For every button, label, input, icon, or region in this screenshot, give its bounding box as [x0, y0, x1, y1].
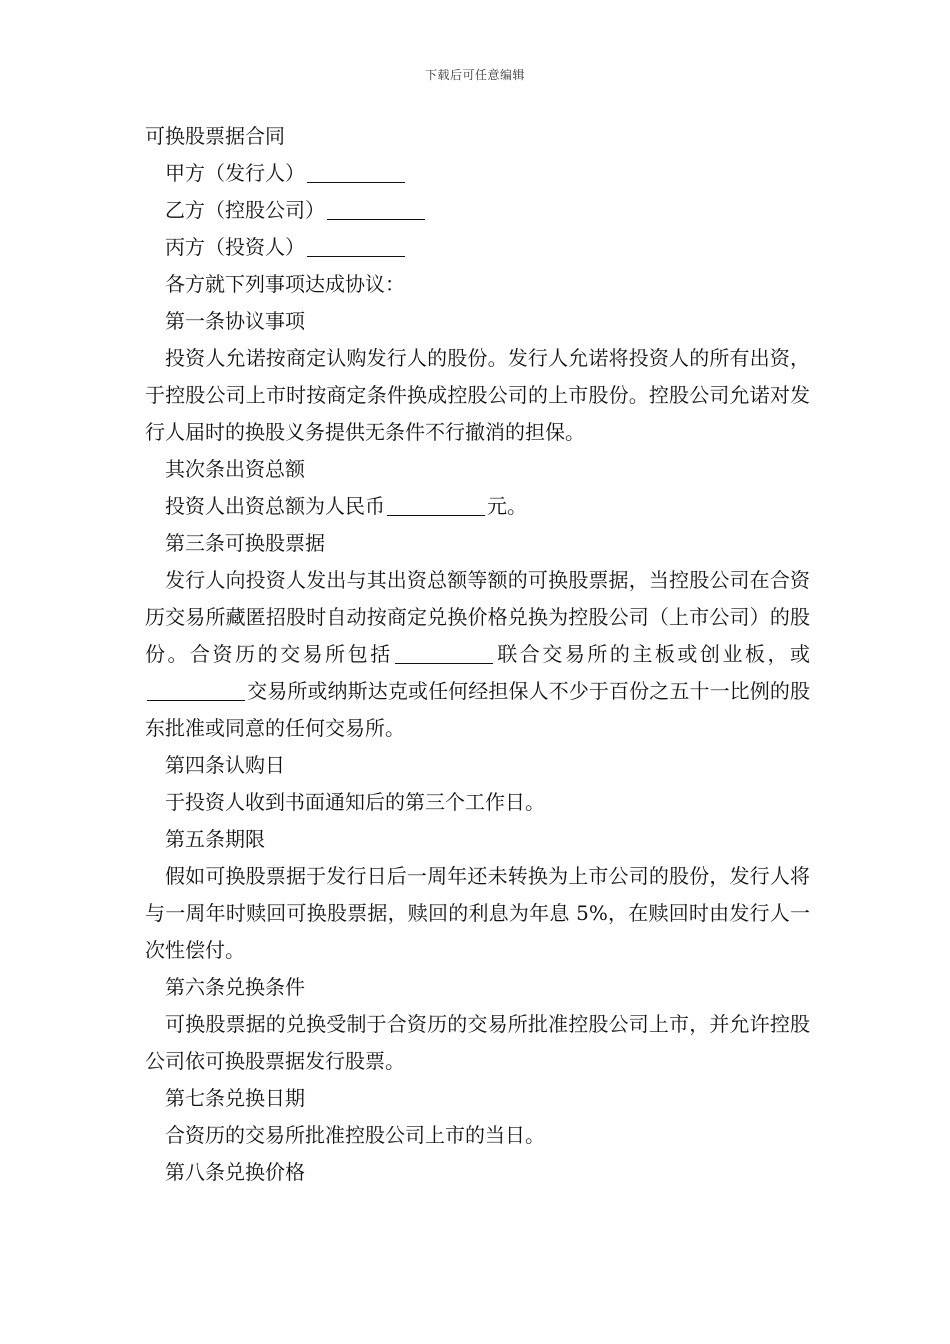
article-6-title: 第六条兑换条件	[165, 975, 305, 999]
intro-text: 各方就下列事项达成协议：	[165, 272, 405, 296]
amount-blank	[387, 493, 485, 516]
party-a-blank	[307, 160, 405, 183]
article-3-body	[145, 562, 810, 747]
article-8-title: 第八条兑换价格	[165, 1160, 305, 1184]
exchange-blank-2	[147, 678, 245, 701]
article-7-body: 合资历的交易所批准控股公司上市的当日。	[165, 1123, 545, 1147]
article-2-text-after: 元。	[487, 494, 527, 518]
article-6-body: 可换股票据的兑换受制于合资历的交易所批准控股公司上市，并允许控股公司依可换股票据发行股票。	[145, 1012, 810, 1073]
article-2-text-before: 投资人出资总额为人民币	[165, 494, 385, 518]
article-4-body: 于投资人收到书面通知后的第三个工作日。	[165, 790, 545, 814]
page-header: 下载后可任意编辑	[424, 68, 525, 82]
document-title: 可换股票据合同	[145, 124, 285, 148]
party-b-blank	[327, 197, 425, 220]
exchange-blank-1	[395, 641, 493, 664]
article-4-title: 第四条认购日	[165, 753, 285, 777]
article-2-body	[145, 488, 810, 525]
party-c-line	[145, 229, 810, 266]
article-5-title: 第五条期限	[165, 827, 265, 851]
document-body	[145, 118, 810, 1191]
article-7-title: 第七条兑换日期	[165, 1086, 305, 1110]
article-2-title: 其次条出资总额	[165, 457, 305, 481]
party-a-line	[145, 155, 810, 192]
party-c-label: 丙方（投资人）	[165, 235, 305, 259]
article-3-part-2: 联合交易所的主板或创业板，或	[494, 642, 811, 666]
party-b-line	[145, 192, 810, 229]
article-3-part-3: 交易所或纳斯达克或任何经担保人不少于百份之五十一比例的股东批准或同意的任何交易所。	[145, 679, 810, 740]
article-1-body: 投资人允诺按商定认购发行人的股份。发行人允诺将投资人的所有出资，于控股公司上市时按商定条件换成控股公司的上市股份。控股公司允诺对发行人届时的换股义务提供无条件不行撤消的担保。	[145, 346, 810, 444]
party-c-blank	[307, 234, 405, 257]
article-3-part-1: 发行人向投资人发出与其出资总额等额的可换股票据，当控股公司在合资历交易所藏匿招股时自动按商定兑换价格兑换为控股公司（上市公司）的股份。合资历的交易所包括	[145, 568, 810, 666]
article-5-body: 假如可换股票据于发行日后一周年还未转换为上市公司的股份，发行人将与一周年时赎回可换股票据，赎回的利息为年息 5%，在赎回时由发行人一次性偿付。	[145, 864, 810, 962]
article-3-title: 第三条可换股票据	[165, 531, 325, 555]
party-a-label: 甲方（发行人）	[165, 161, 305, 185]
party-b-label: 乙方（控股公司）	[165, 198, 325, 222]
article-1-title: 第一条协议事项	[165, 309, 305, 333]
